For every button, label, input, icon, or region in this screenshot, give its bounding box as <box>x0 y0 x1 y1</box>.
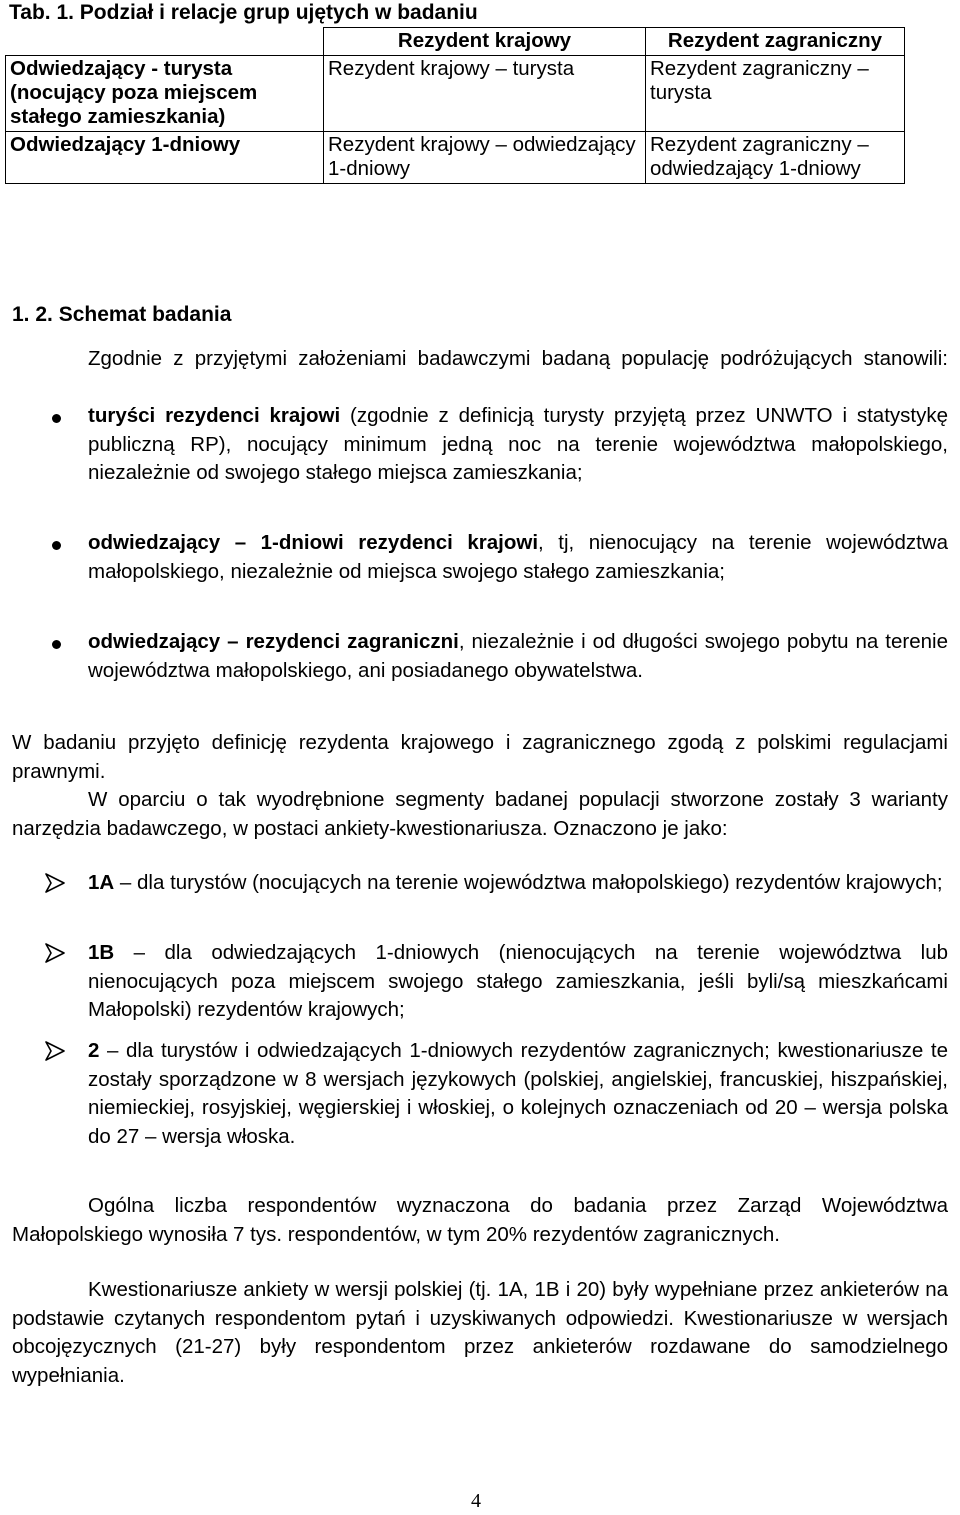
variant-item <box>88 1037 948 1151</box>
list-item <box>88 628 948 685</box>
bullet-dot <box>52 640 61 649</box>
variant-text: – dla odwiedzających 1-dniowych (nienocujących na terenie województwa lub nienocujących poza miejscem swojego stałego zamieszkania, jeśli byli/są mieszkańcami Małopolski) rezydentów krajowych; <box>88 941 948 1022</box>
respondents-count-paragraph: Ogólna liczba respondentów wyznaczona do badania przez Zarząd Województwa Małopolskiego wynosiła 7 tys. respondentów, w tym 20% rezydentów zagranicznych. <box>12 1194 948 1246</box>
bullet-dot <box>52 414 61 423</box>
variant-code: 2 <box>88 1039 100 1062</box>
bullet-dot <box>52 541 61 550</box>
table-corner-cell <box>6 28 324 56</box>
table-caption: Tab. 1. Podział i relacje grup ujętych w badaniu <box>9 1 478 24</box>
row-label-day-visitor: Odwiedzający 1-dniowy <box>6 132 324 184</box>
row-label-tourist: Odwiedzający - turysta (nocujący poza miejscem stałego zamieszkania) <box>6 56 324 132</box>
variants-paragraph: W oparciu o tak wyodrębnione segmenty badanej populacji stworzone zostały 3 warianty narzędzia badawczego, w postaci ankiety-kwestionariusza. Oznaczono je jako: <box>12 788 948 840</box>
table-header-row <box>6 28 905 56</box>
variant-text: – dla turystów (nocujących na terenie województwa małopolskiego) rezydentów krajowych; <box>114 871 943 894</box>
variant-code: 1B <box>88 941 115 964</box>
page-number: 4 <box>471 1490 481 1512</box>
variant-item <box>88 939 948 1025</box>
table-row <box>6 132 905 184</box>
cell-domestic-day-visitor: Rezydent krajowy – odwiedzający 1-dniowy <box>324 132 646 184</box>
bullet-text: , tj, nienocujący na terenie województwa małopolskiego, niezależnie od miejsca swojego stałego zamieszkania; <box>88 531 948 583</box>
variant-item <box>88 869 948 898</box>
definition-paragraph: W badaniu przyjęto definicję rezydenta krajowego i zagranicznego zgodą z polskimi regulacjami prawnymi. <box>12 731 948 783</box>
bullet-bold-text: odwiedzający – 1-dniowi rezydenci krajowi <box>88 531 539 554</box>
arrow-bullet-icon <box>44 1041 66 1061</box>
intro-text: Zgodnie z przyjętymi założeniami badawczymi badaną populację podróżujących stanowili: <box>88 347 948 370</box>
list-item <box>88 402 948 488</box>
groups-table <box>5 27 905 184</box>
variant-text: – dla turystów i odwiedzających 1-dniowych rezydentów zagranicznych; kwestionariusze te zostały sporządzone w 8 wersjach językowych (polskiej, angielskiej, francuskiej, hiszpańskiej, niemieckiej, rosyjskiej, węgierskiej i włoskiej, o kolejnych oznaczeniach od 20 – wersja polska do 27 – wersja włoska. <box>88 1039 948 1148</box>
list-item <box>88 529 948 586</box>
cell-domestic-tourist: Rezydent krajowy – turysta <box>324 56 646 132</box>
col-header-domestic: Rezydent krajowy <box>324 28 646 56</box>
variant-code: 1A <box>88 871 115 894</box>
cell-foreign-day-visitor: Rezydent zagraniczny – odwiedzający 1-dniowy <box>646 132 905 184</box>
intro-paragraph <box>88 345 948 374</box>
cell-foreign-tourist: Rezydent zagraniczny – turysta <box>646 56 905 132</box>
bullet-text: (zgodnie z definicją turysty przyjętą przez UNWTO i statystykę publiczną RP), nocujący minimum jedną noc na terenie województwa małopolskiego, niezależnie od swojego stałego miejsca zamieszkania; <box>88 404 949 485</box>
fill-method-paragraph: Kwestionariusze ankiety w wersji polskiej (tj. 1A, 1B i 20) były wypełniane przez ankieterów na podstawie czytanych respondentom pytań i uzyskiwanych odpowiedzi. Kwestionariusze w wersjach obcojęzycznych (21-27) były respondentom przez ankieterów rozdawane do samodzielnego wypełniania. <box>12 1278 948 1387</box>
bullet-bold-text: odwiedzający – rezydenci zagraniczni <box>88 630 459 653</box>
arrow-bullet-icon <box>44 873 66 893</box>
bullet-text: , niezależnie i od długości swojego pobytu na terenie województwa małopolskiego, ani posiadanego obywatelstwa. <box>88 630 948 682</box>
table-row <box>6 56 905 132</box>
arrow-bullet-icon <box>44 943 66 963</box>
bullet-bold-text: turyści rezydenci krajowi <box>88 404 341 427</box>
section-heading: 1. 2. Schemat badania <box>12 303 232 326</box>
col-header-foreign: Rezydent zagraniczny <box>646 28 905 56</box>
